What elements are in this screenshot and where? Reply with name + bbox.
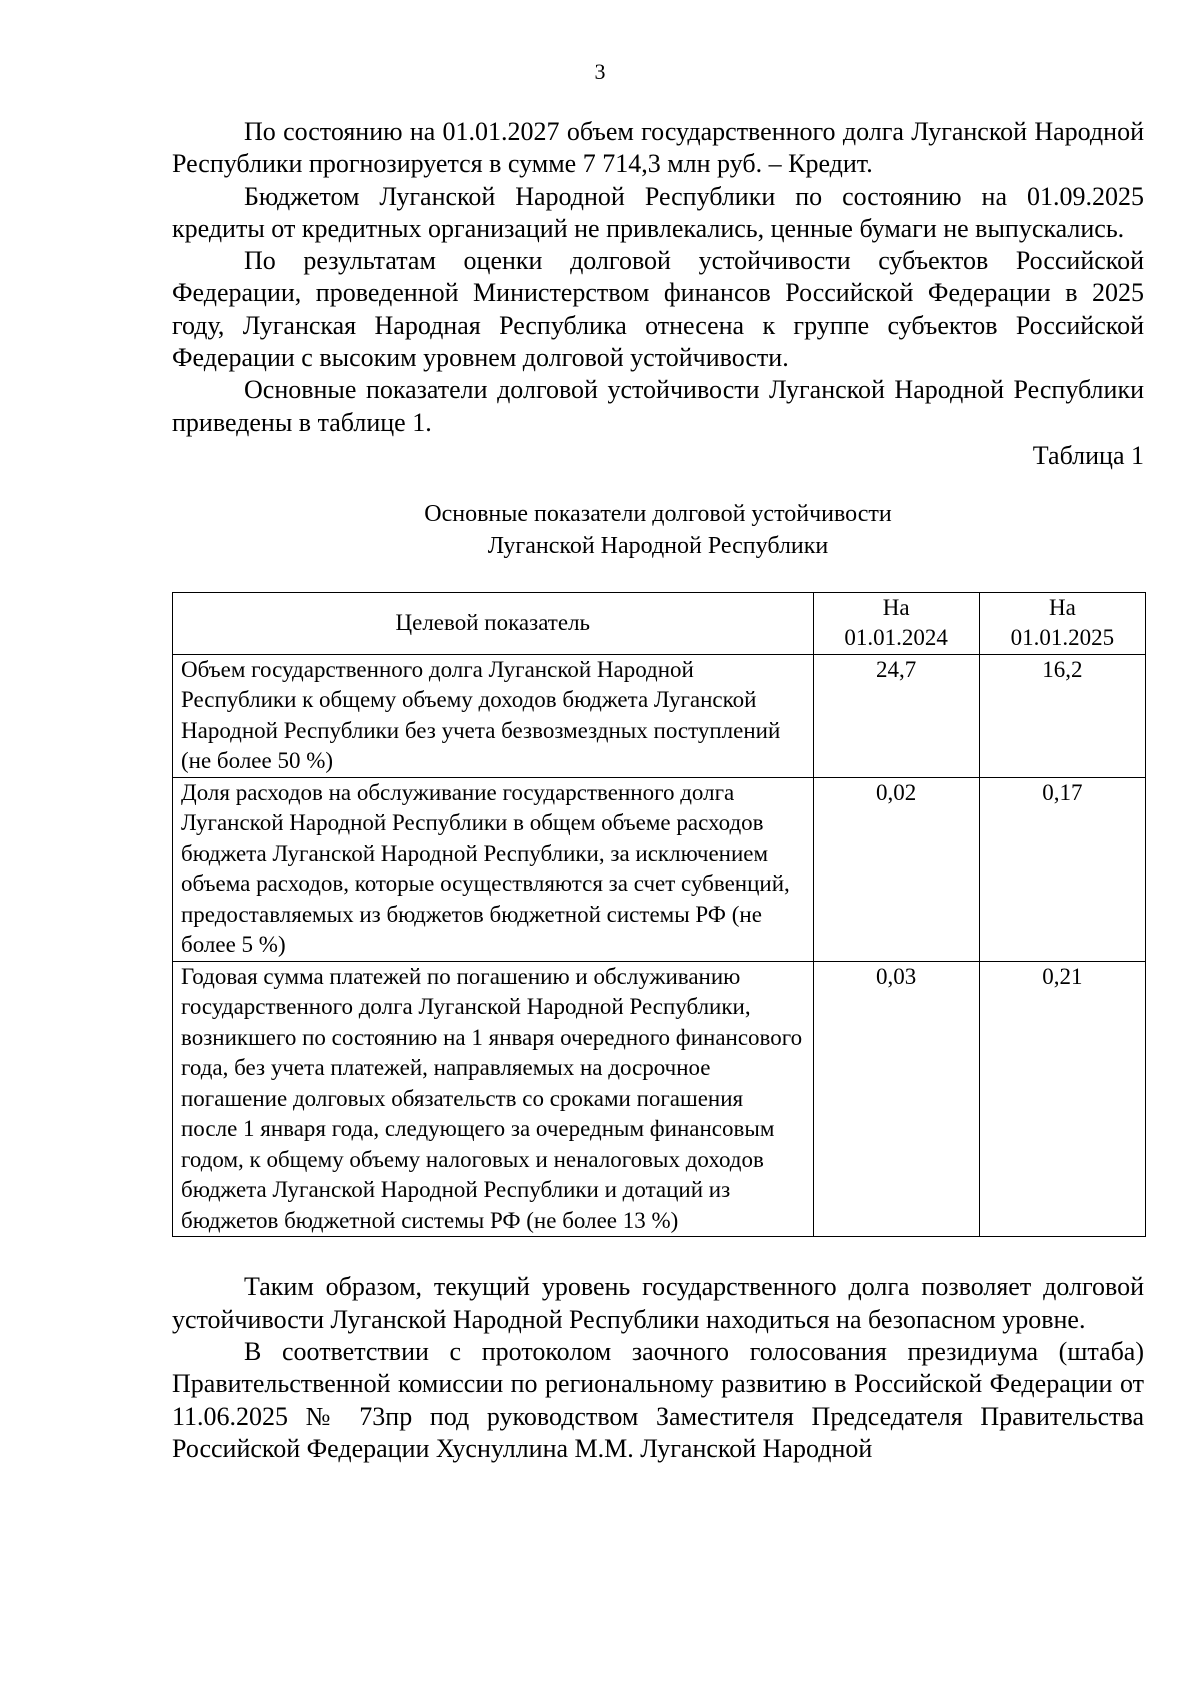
table-title-line1: Основные показатели долговой устойчивости	[424, 500, 892, 527]
row-value-2024: 24,7	[813, 654, 979, 777]
row-value-2024: 0,03	[813, 961, 979, 1237]
header-indicator: Целевой показатель	[173, 592, 814, 654]
header-2024-line2: 01.01.2024	[844, 625, 948, 651]
header-2024-line1: На	[882, 594, 910, 620]
document-body	[172, 116, 1144, 1465]
paragraph-assessment: По результатам оценки долговой устойчивости субъектов Российской Федерации, проведенной Министерством финансов Российской Федерации в 2025 году, Луганская Народная Республика отнесена к группе субъектов Российской Федерации с высоким уровнем долговой устойчивости.	[172, 246, 1144, 373]
row-value-2025: 0,21	[979, 961, 1145, 1237]
header-2025	[979, 592, 1145, 654]
paragraph-table-reference: Основные показатели долговой устойчивости Луганской Народной Республики приведены в таблице 1.	[172, 375, 1144, 437]
table-row	[173, 777, 1146, 961]
row-indicator-text: Объем государственного долга Луганской Народной Республики к общему объему доходов бюджета Луганской Народной Республики без учета безвозмездных поступлений (не более 50 %)	[173, 654, 814, 777]
row-indicator-text: Годовая сумма платежей по погашению и обслуживанию государственного долга Луганской Народной Республики, возникшего по состоянию на 1 января очередного финансового года, без учета платежей, направляемых на досрочное погашение долговых обязательств со сроками погашения после 1 января года, следующего за очередным финансовым годом, к общему объему налоговых и неналоговых доходов бюджета Луганской Народной Республики и дотаций из бюджетов бюджетной системы РФ (не более 13 %)	[173, 961, 814, 1237]
table-row	[173, 654, 1146, 777]
table-title	[172, 498, 1144, 562]
paragraph-debt-forecast: По состоянию на 01.01.2027 объем государственного долга Луганской Народной Республики прогнозируется в сумме 7 714,3 млн руб. – Кредит.	[172, 117, 1144, 179]
header-2025-line1: На	[1048, 594, 1076, 620]
paragraph-credits: Бюджетом Луганской Народной Республики по состоянию на 01.09.2025 кредиты от кредитных организаций не привлекались, ценные бумаги не выпускались.	[172, 181, 1144, 243]
row-value-2025: 16,2	[979, 654, 1145, 777]
paragraph-protocol: В соответствии с протоколом заочного голосования президиума (штаба) Правительственной комиссии по региональному развитию в Российской Федерации от 11.06.2025 № 73пр под руководством Заместителя Председателя Правительства Российской Федерации Хуснуллина М.М. Луганской Народной	[172, 1337, 1144, 1463]
paragraph-conclusion: Таким образом, текущий уровень государственного долга позволяет долговой устойчивости Луганской Народной Республики находиться на безопасном уровне.	[172, 1272, 1144, 1334]
header-2025-line2: 01.01.2025	[1010, 625, 1115, 651]
page-number: 3	[594, 59, 606, 84]
table-header-row	[173, 592, 1146, 654]
after-table-section	[172, 1271, 1144, 1465]
table-row	[173, 961, 1146, 1237]
header-2024	[813, 592, 979, 654]
table-caption: Таблица 1	[1032, 440, 1144, 470]
indicators-table	[172, 592, 1146, 1238]
row-value-2024: 0,02	[813, 777, 979, 961]
row-indicator-text: Доля расходов на обслуживание государственного долга Луганской Народной Республики в общем объеме расходов бюджета Луганской Народной Республики, за исключением объема расходов, которые осуществляются за счет субвенций, предоставляемых из бюджетов бюджетной системы РФ (не более 5 %)	[173, 777, 814, 961]
row-value-2025: 0,17	[979, 777, 1145, 961]
table-title-line2: Луганской Народной Республики	[487, 532, 829, 559]
